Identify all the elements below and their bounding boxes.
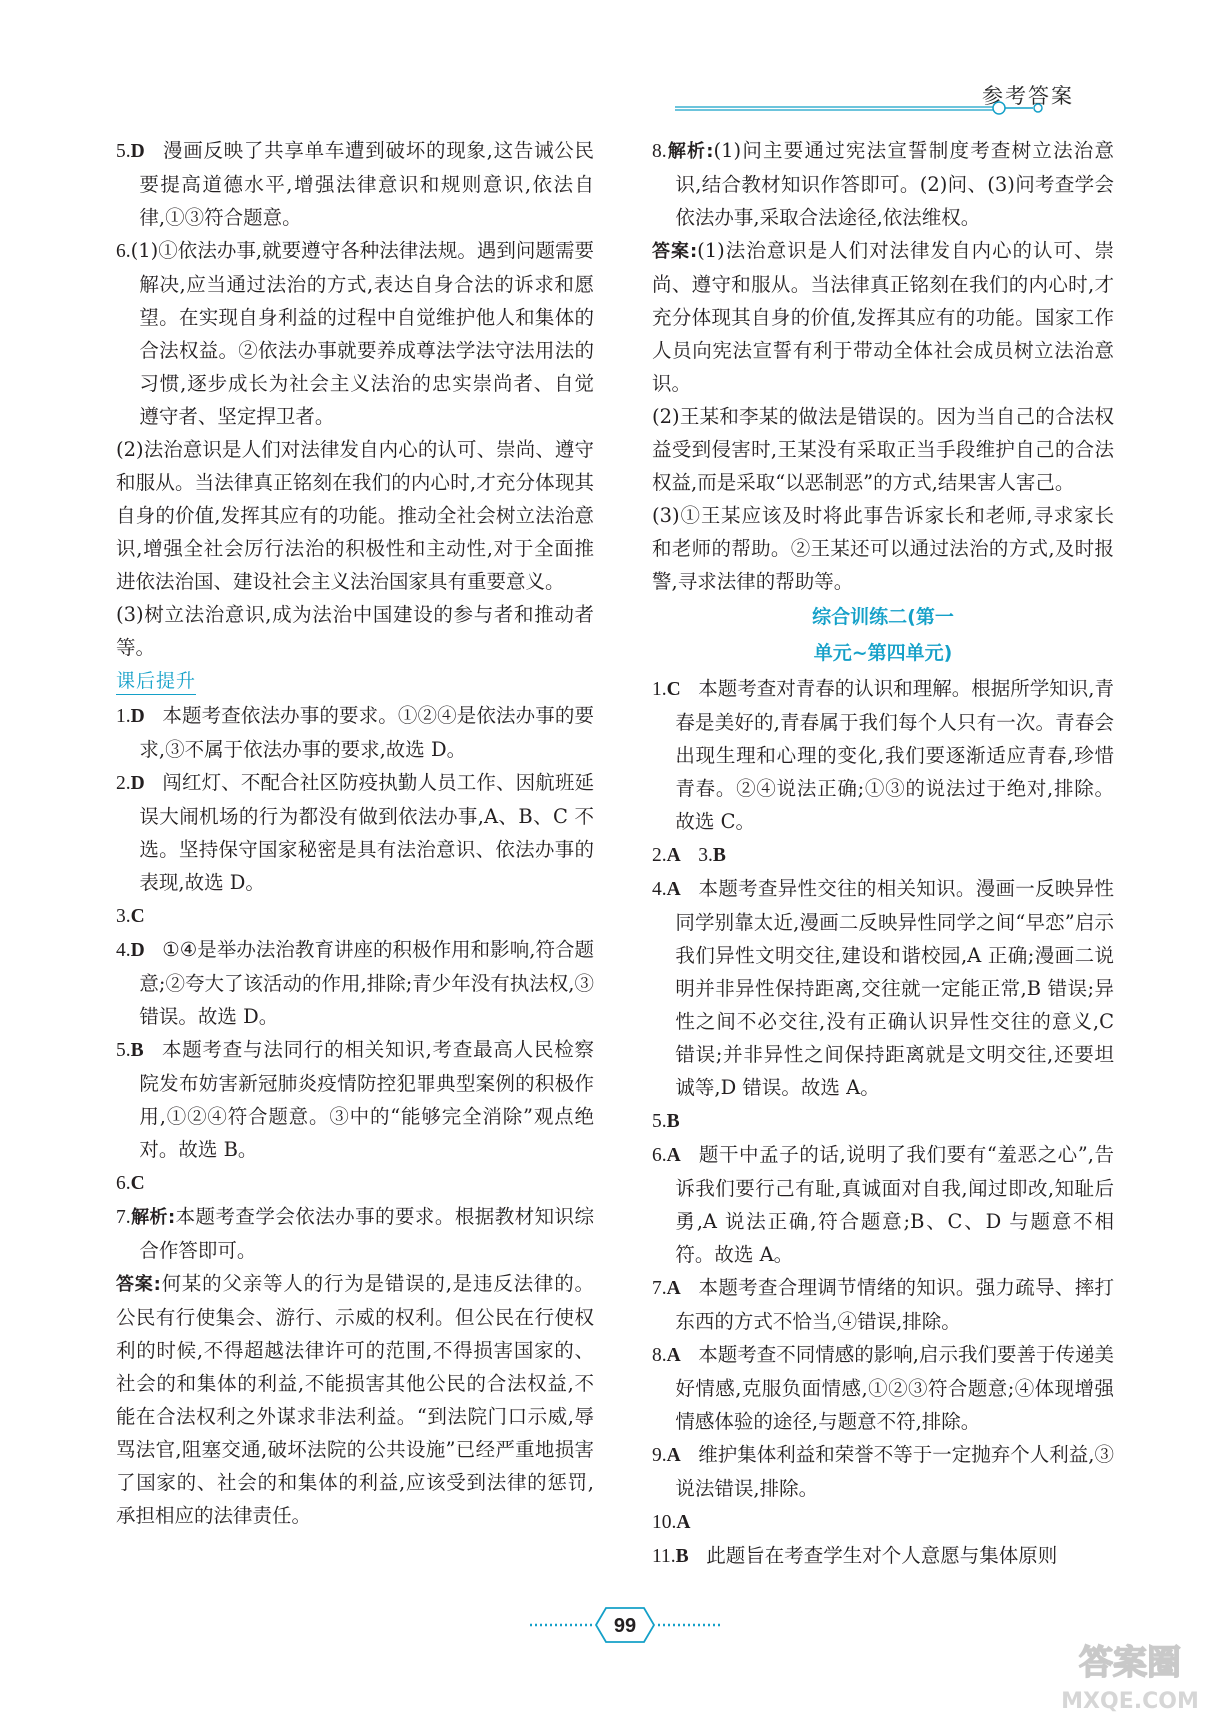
answer-item: 10.A xyxy=(652,1512,691,1533)
answer-item: 11.B 此题旨在考查学生对个人意愿与集体原则 xyxy=(652,1544,1058,1567)
watermark-text: 答案圈 xyxy=(1079,1643,1181,1683)
answer-subparagraph: 答案:(1)法治意识是人们对法律发自内心的认可、崇尚、遵守和服从。当法律真正铭刻在我们的内心时,才充分体现其自身的价值,发挥其应有的功能。国家工作人员向宪法宣誓有利于带动全体社会成员树立法治意识。 xyxy=(652,239,1114,395)
answer-item: 2.A 3.B xyxy=(652,845,726,866)
answer-item: 5.B 本题考查与法同行的相关知识,考查最高人民检察院发布妨害新冠肺炎疫情防控犯罪典型案例的积极作用,①②④符合题意。③中的“能够完全消除”观点绝对。故选 B。 xyxy=(116,1038,594,1161)
answer-item: 3.C xyxy=(116,906,145,927)
left-column xyxy=(116,134,594,1532)
answer-item: 5.B xyxy=(652,1111,680,1132)
running-header-title: 参考答案 xyxy=(982,84,1074,108)
answer-subparagraph: (3)①王某应该及时将此事告诉家长和老师,寻求家长和老师的帮助。②王某还可以通过法治的方式,及时报警,寻求法律的帮助等。 xyxy=(652,504,1114,593)
answer-item: 5.D 漫画反映了共享单车遭到破坏的现象,这告诫公民要提高道德水平,增强法律意识和规则意识,依法自律,①③符合题意。 xyxy=(116,139,594,229)
section-heading: 课后提升 xyxy=(116,668,196,695)
answer-item: 6.C xyxy=(116,1173,145,1194)
answer-item: 1.C 本题考查对青春的认识和理解。根据所学知识,青春是美好的,青春属于我们每个人只有一次。青春会出现生理和心理的变化,我们要逐渐适应青春,珍惜青春。②④说法正确;①③的说法过于绝对,排除。故选 C。 xyxy=(652,677,1114,833)
answer-item: 4.A 本题考查异性交往的相关知识。漫画一反映异性同学别靠太近,漫画二反映异性同学之间“早恋”启示我们异性文明交往,建设和谐校园,A 正确;漫画二说明并非异性保持距离,交往就一定能正常,B 错误;异性之间不必交往,没有正确认识异性交往的意义,C 错误;并非异性之间保持距离就是文明交往,还要坦诚等,D 错误。故选 A。 xyxy=(652,877,1114,1099)
answer-item: 8.A 本题考查不同情感的影响,启示我们要善于传递美好情感,克服负面情感,①②③符合题意;④体现增强情感体验的途径,与题意不符,排除。 xyxy=(652,1343,1114,1433)
answer-item: 1.D 本题考查依法办事的要求。①②④是依法办事的要求,③不属于依法办事的要求,故选 D。 xyxy=(116,704,594,761)
answer-subparagraph: (3)树立法治意识,成为法治中国建设的参与者和推动者等。 xyxy=(116,603,594,659)
header-decorative-rule xyxy=(675,100,1155,130)
watermark-url: MXQE.COM xyxy=(1061,1689,1199,1714)
right-column xyxy=(652,134,1114,1573)
section-title-line-2: 单元~第四单元) xyxy=(813,642,953,664)
answer-item: 7.A 本题考查合理调节情绪的知识。强力疏导、摔打东西的方式不恰当,④错误,排除。 xyxy=(652,1276,1114,1333)
answer-item: 6.A 题干中孟子的话,说明了我们要有“羞恶之心”,告诉我们要行己有耻,真诚面对自我,闻过即改,知耻后勇,A 说法正确,符合题意;B、C、D 与题意不相符。故选 A。 xyxy=(652,1143,1114,1266)
answer-item: 7.解析:本题考查学会依法办事的要求。根据教材知识综合作答即可。 xyxy=(116,1205,594,1262)
answer-item: 8.解析:(1)问主要通过宪法宣誓制度考查树立法治意识,结合教材知识作答即可。(2)问、(3)问考查学会依法办事,采取合法途径,依法维权。 xyxy=(652,139,1115,229)
answer-item: 2.D 闯红灯、不配合社区防疫执勤人员工作、因航班延误大闹机场的行为都没有做到依法办事,A、B、C 不选。坚持保守国家秘密是具有法治意识、依法办事的表现,故选 D。 xyxy=(116,771,594,894)
page-number-badge xyxy=(530,1600,720,1650)
answer-item: 9.A 维护集体利益和荣誉不等于一定抛弃个人利益,③说法错误,排除。 xyxy=(652,1443,1114,1500)
watermark-logo xyxy=(1040,1630,1220,1715)
answer-subparagraph: 答案:何某的父亲等人的行为是错误的,是违反法律的。公民有行使集会、游行、示威的权利。但公民在行使权利的时候,不得超越法律许可的范围,不得损害国家的、社会的和集体的利益,不能损害其他公民的合法权益,不能在合法权利之外谋求非法利益。“到法院门口示威,辱骂法官,阻塞交通,破坏法院的公共设施”已经严重地损害了国家的、社会的和集体的利益,应该受到法律的惩罚,承担相应的法律责任。 xyxy=(116,1272,594,1527)
answer-subparagraph: (2)王某和李某的做法是错误的。因为当自己的合法权益受到侵害时,王某没有采取正当手段维护自己的合法权益,而是采取“以恶制恶”的方式,结果害人害己。 xyxy=(652,405,1114,494)
answer-item: 4.D ①④是举办法治教育讲座的积极作用和影响,符合题意;②夸大了该活动的作用,排除;青少年没有执法权,③错误。故选 D。 xyxy=(116,938,594,1028)
section-title-line-1: 综合训练二(第一 xyxy=(812,606,954,628)
page-number: 99 xyxy=(613,1615,637,1637)
answer-item: 6.(1)①依法办事,就要遵守各种法律法规。遇到问题需要解决,应当通过法治的方式,表达自身合法的诉求和愿望。在实现自身利益的过程中自觉维护他人和集体的合法权益。②依法办事就要养成尊法学法守法用法的习惯,逐步成长为社会主义法治的忠实崇尚者、自觉遵守者、坚定捍卫者。 xyxy=(116,239,594,428)
answer-subparagraph: (2)法治意识是人们对法律发自内心的认可、崇尚、遵守和服从。当法律真正铭刻在我们的内心时,才充分体现其自身的价值,发挥其应有的功能。推动全社会树立法治意识,增强全社会厉行法治的积极性和主动性,对于全面推进依法治国、建设社会主义法治国家具有重要意义。 xyxy=(116,438,594,593)
